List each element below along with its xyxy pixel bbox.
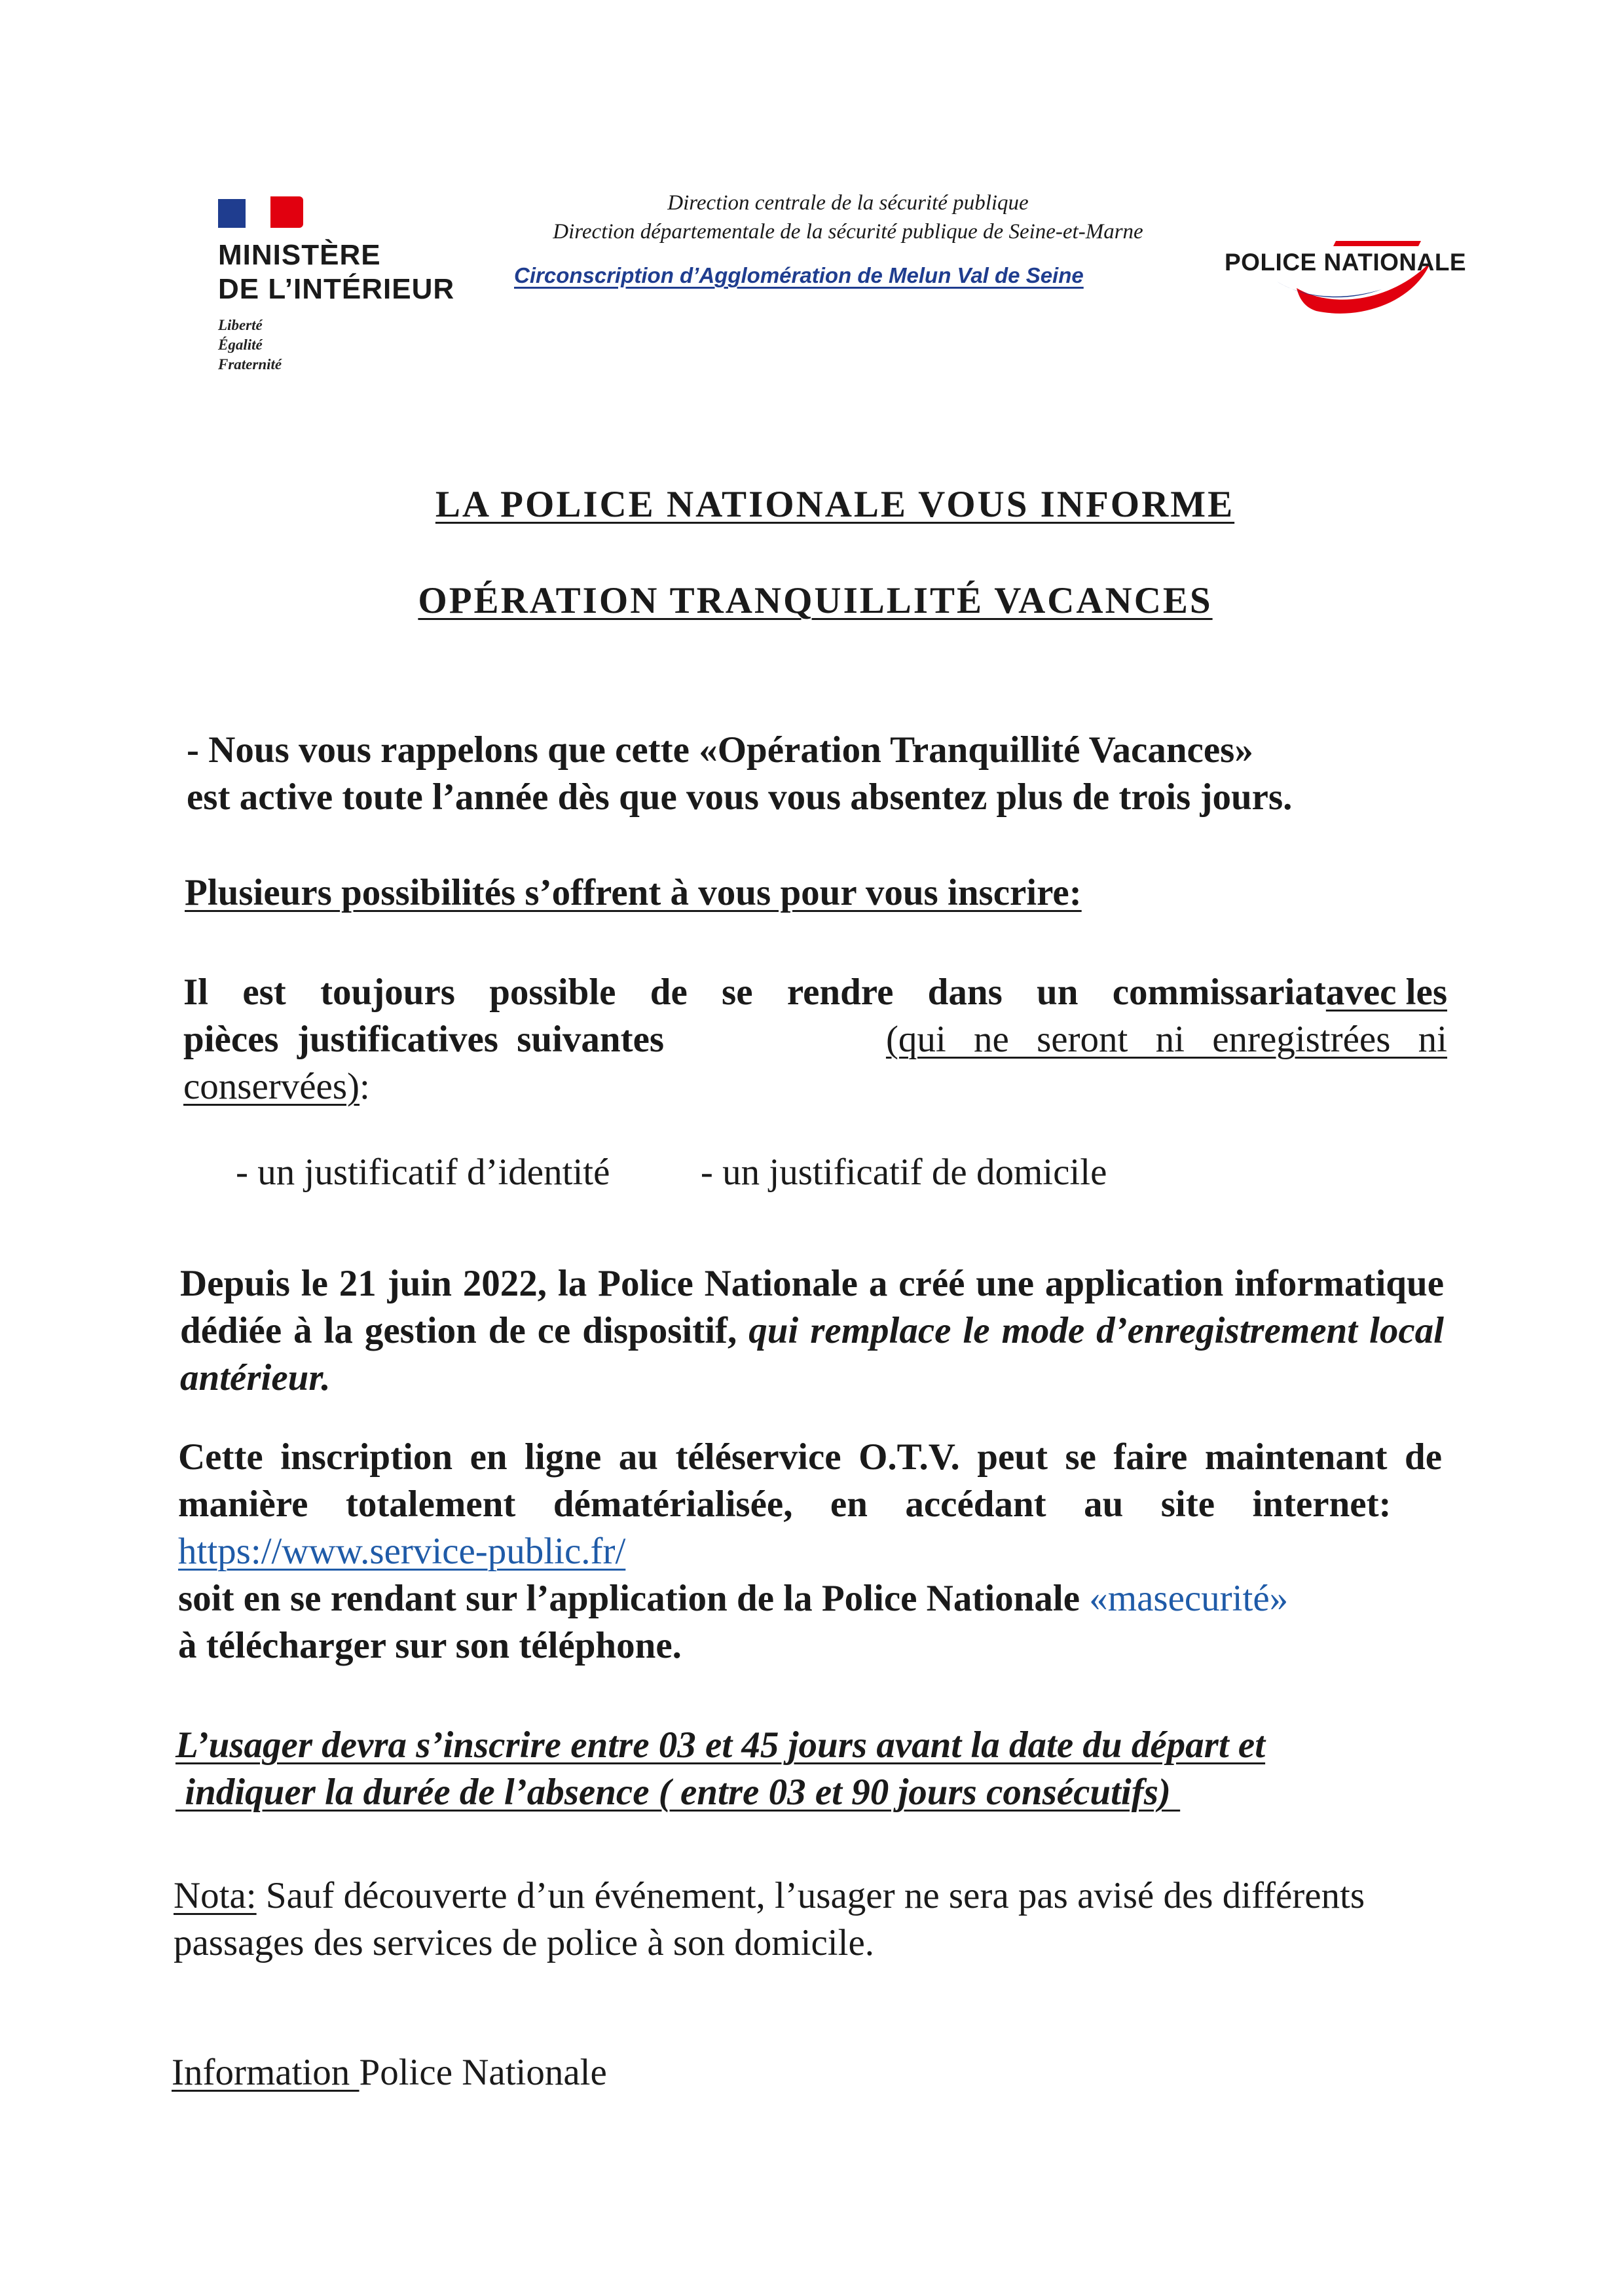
masecurite-app-name: «masecurité» (1089, 1578, 1289, 1619)
direction-centrale: Direction centrale de la sécurité publique (667, 191, 1029, 215)
document-domicile: - un justificatif de domicile (700, 1152, 1107, 1193)
directions-header (491, 189, 1205, 288)
reminder-paragraph: - Nous vous rappelons que cette «Opération Tranquillité Vacances» est active toute l’année dès que vous vous absentez plus de trois jours. (187, 729, 1293, 818)
nota-paragraph: Nota: Sauf découverte d’un événement, l’usager ne sera pas avisé des différents passages des services de police à son domicile. (174, 1875, 1365, 1963)
circonscription-name: Circonscription d’Agglomération de Melun Val de Seine (514, 263, 1084, 287)
operation-title: OPÉRATION TRANQUILLITÉ VACANCES (418, 580, 1213, 621)
ministry-name: MINISTÈRE DE L’INTÉRIEUR (218, 239, 455, 305)
police-nationale-text: POLICE NATIONALE (1225, 249, 1467, 276)
document-identity: - un justificatif d’identité (236, 1152, 610, 1193)
police-nationale-logo (1218, 236, 1493, 334)
commissariat-paragraph: Il est toujours possible de se rendre dans un commissariat avec les pièces justificatives suivantes (qui ne seront ni enregistrées ni conservées): (183, 972, 1447, 1107)
main-title: LA POLICE NATIONALE VOUS INFORME (435, 484, 1235, 525)
required-documents (236, 1149, 1500, 1196)
online-registration-paragraph: Cette inscription en ligne au téléservice O.T.V. peut se faire maintenant de manière totalement dématérialisée, en accédant au site internet: https://www.service-public.fr/ soit en se rendant sur l’application de la Police Nationale «masecurité» à télécharger sur son téléphone. (178, 1436, 1442, 1666)
direction-departementale: Direction départementale de la sécurité publique de Seine-et-Marne (553, 220, 1143, 244)
application-paragraph: Depuis le 21 juin 2022, la Police Nationale a créé une application informatique dédiée à la gestion de ce dispositif, qui remplace le mode d’enregistrement local antérieur. (180, 1263, 1444, 1398)
republic-motto: Liberté Égalité Fraternité (218, 317, 282, 373)
registration-options-heading: Plusieurs possibilités s’offrent à vous pour vous inscrire: (185, 872, 1082, 913)
nota-label: Nota: (174, 1875, 257, 1916)
ministry-logo (218, 196, 532, 374)
registration-deadline-notice: L’usager devra s’inscrire entre 03 et 45 jours avant la date du départ et indiquer la durée de l’absence ( entre 03 et 90 jours consécutifs) (175, 1724, 1266, 1813)
marianne-flag-icon (218, 196, 303, 229)
signature-line: Information Police Nationale (172, 2052, 607, 2093)
service-public-link[interactable]: https://www.service-public.fr/ (178, 1531, 626, 1572)
